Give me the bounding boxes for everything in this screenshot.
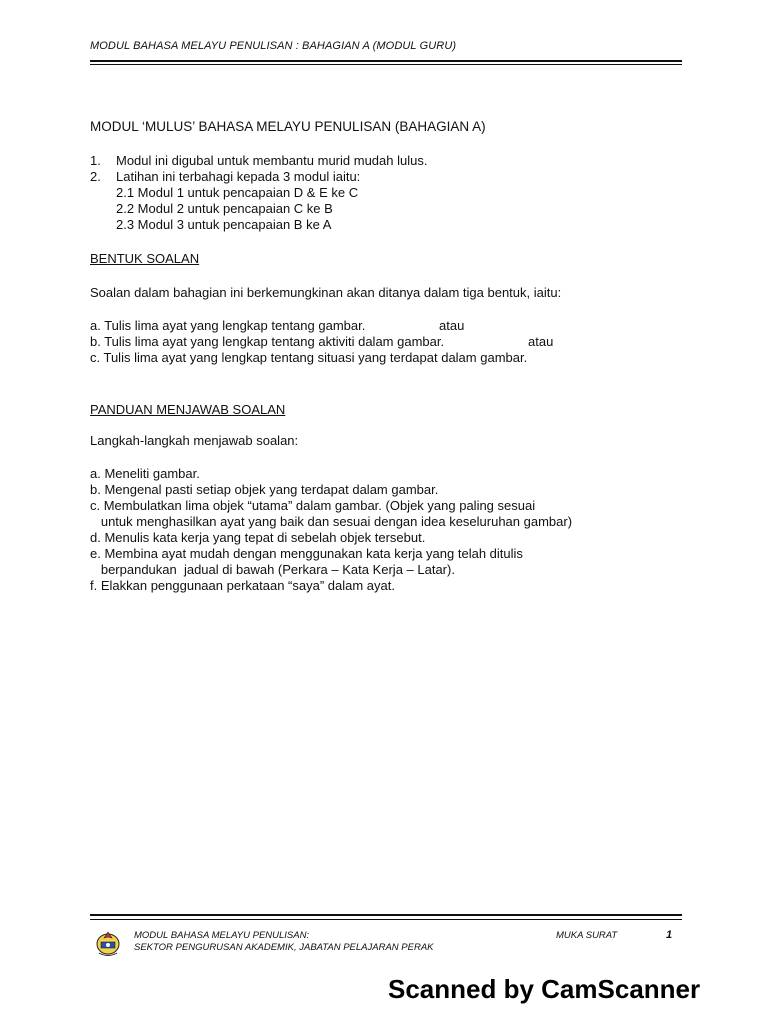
question-form-a-connector: atau xyxy=(439,318,465,333)
footer-rule-thin xyxy=(90,919,682,920)
section-heading-bentuk-soalan: BENTUK SOALAN xyxy=(90,251,200,266)
question-form-b-connector: atau xyxy=(528,334,554,349)
crest-logo-icon xyxy=(95,928,121,958)
section-paragraph: Soalan dalam bahagian ini berkemungkinan akan ditanya dalam tiga bentuk, iaitu: xyxy=(90,285,562,300)
intro-item-text: Latihan ini terbahagi kepada 3 modul iaitu: xyxy=(116,169,361,184)
header-rule-thick xyxy=(90,60,682,62)
question-form-c: c. Tulis lima ayat yang lengkap tentang situasi yang terdapat dalam gambar. xyxy=(90,350,528,365)
step-item: b. Mengenal pasti setiap objek yang terdapat dalam gambar. xyxy=(90,482,439,497)
sub-item-2-2: 2.2 Modul 2 untuk pencapaian C ke B xyxy=(116,201,333,216)
footer-page-number: 1 xyxy=(666,929,673,941)
question-form-b: b. Tulis lima ayat yang lengkap tentang aktiviti dalam gambar. xyxy=(90,334,445,349)
footer-line-2: SEKTOR PENGURUSAN AKADEMIK, JABATAN PELAJARAN PERAK xyxy=(134,942,434,953)
section-heading-panduan: PANDUAN MENJAWAB SOALAN xyxy=(90,402,286,417)
step-item: e. Membina ayat mudah dengan menggunakan kata kerja yang telah ditulis xyxy=(90,546,523,561)
step-item: c. Membulatkan lima objek “utama” dalam gambar. (Objek yang paling sesuai xyxy=(90,498,536,513)
sub-item-2-3: 2.3 Modul 3 untuk pencapaian B ke A xyxy=(116,217,332,232)
step-item: a. Meneliti gambar. xyxy=(90,466,200,481)
document-header: MODUL BAHASA MELAYU PENULISAN : BAHAGIAN A (MODUL GURU) xyxy=(90,40,457,52)
header-rule-thin xyxy=(90,64,682,65)
sub-item-2-1: 2.1 Modul 1 untuk pencapaian D & E ke C xyxy=(116,185,359,200)
footer-rule-thick xyxy=(90,914,682,916)
intro-item-2 xyxy=(90,169,360,185)
step-item-continuation: untuk menghasilkan ayat yang baik dan sesuai dengan idea keseluruhan gambar) xyxy=(90,514,573,529)
document-title: MODUL ‘MULUS’ BAHASA MELAYU PENULISAN (BAHAGIAN A) xyxy=(90,119,486,134)
step-item: f. Elakkan penggunaan perkataan “saya” dalam ayat. xyxy=(90,578,395,593)
intro-item-text: Modul ini digubal untuk membantu murid mudah lulus. xyxy=(116,153,428,168)
intro-item-1 xyxy=(90,153,427,169)
footer-page-label: MUKA SURAT xyxy=(556,930,618,941)
footer-line-1: MODUL BAHASA MELAYU PENULISAN: xyxy=(134,930,310,941)
intro-item-number: 1. xyxy=(90,153,101,168)
step-item-continuation: berpandukan jadual di bawah (Perkara – Kata Kerja – Latar). xyxy=(90,562,455,577)
scanner-watermark: Scanned by CamScanner xyxy=(388,974,701,1004)
question-form-a: a. Tulis lima ayat yang lengkap tentang gambar. xyxy=(90,318,366,333)
intro-item-number: 2. xyxy=(90,169,101,184)
step-item: d. Menulis kata kerja yang tepat di sebelah objek tersebut. xyxy=(90,530,426,545)
section-paragraph: Langkah-langkah menjawab soalan: xyxy=(90,433,299,448)
